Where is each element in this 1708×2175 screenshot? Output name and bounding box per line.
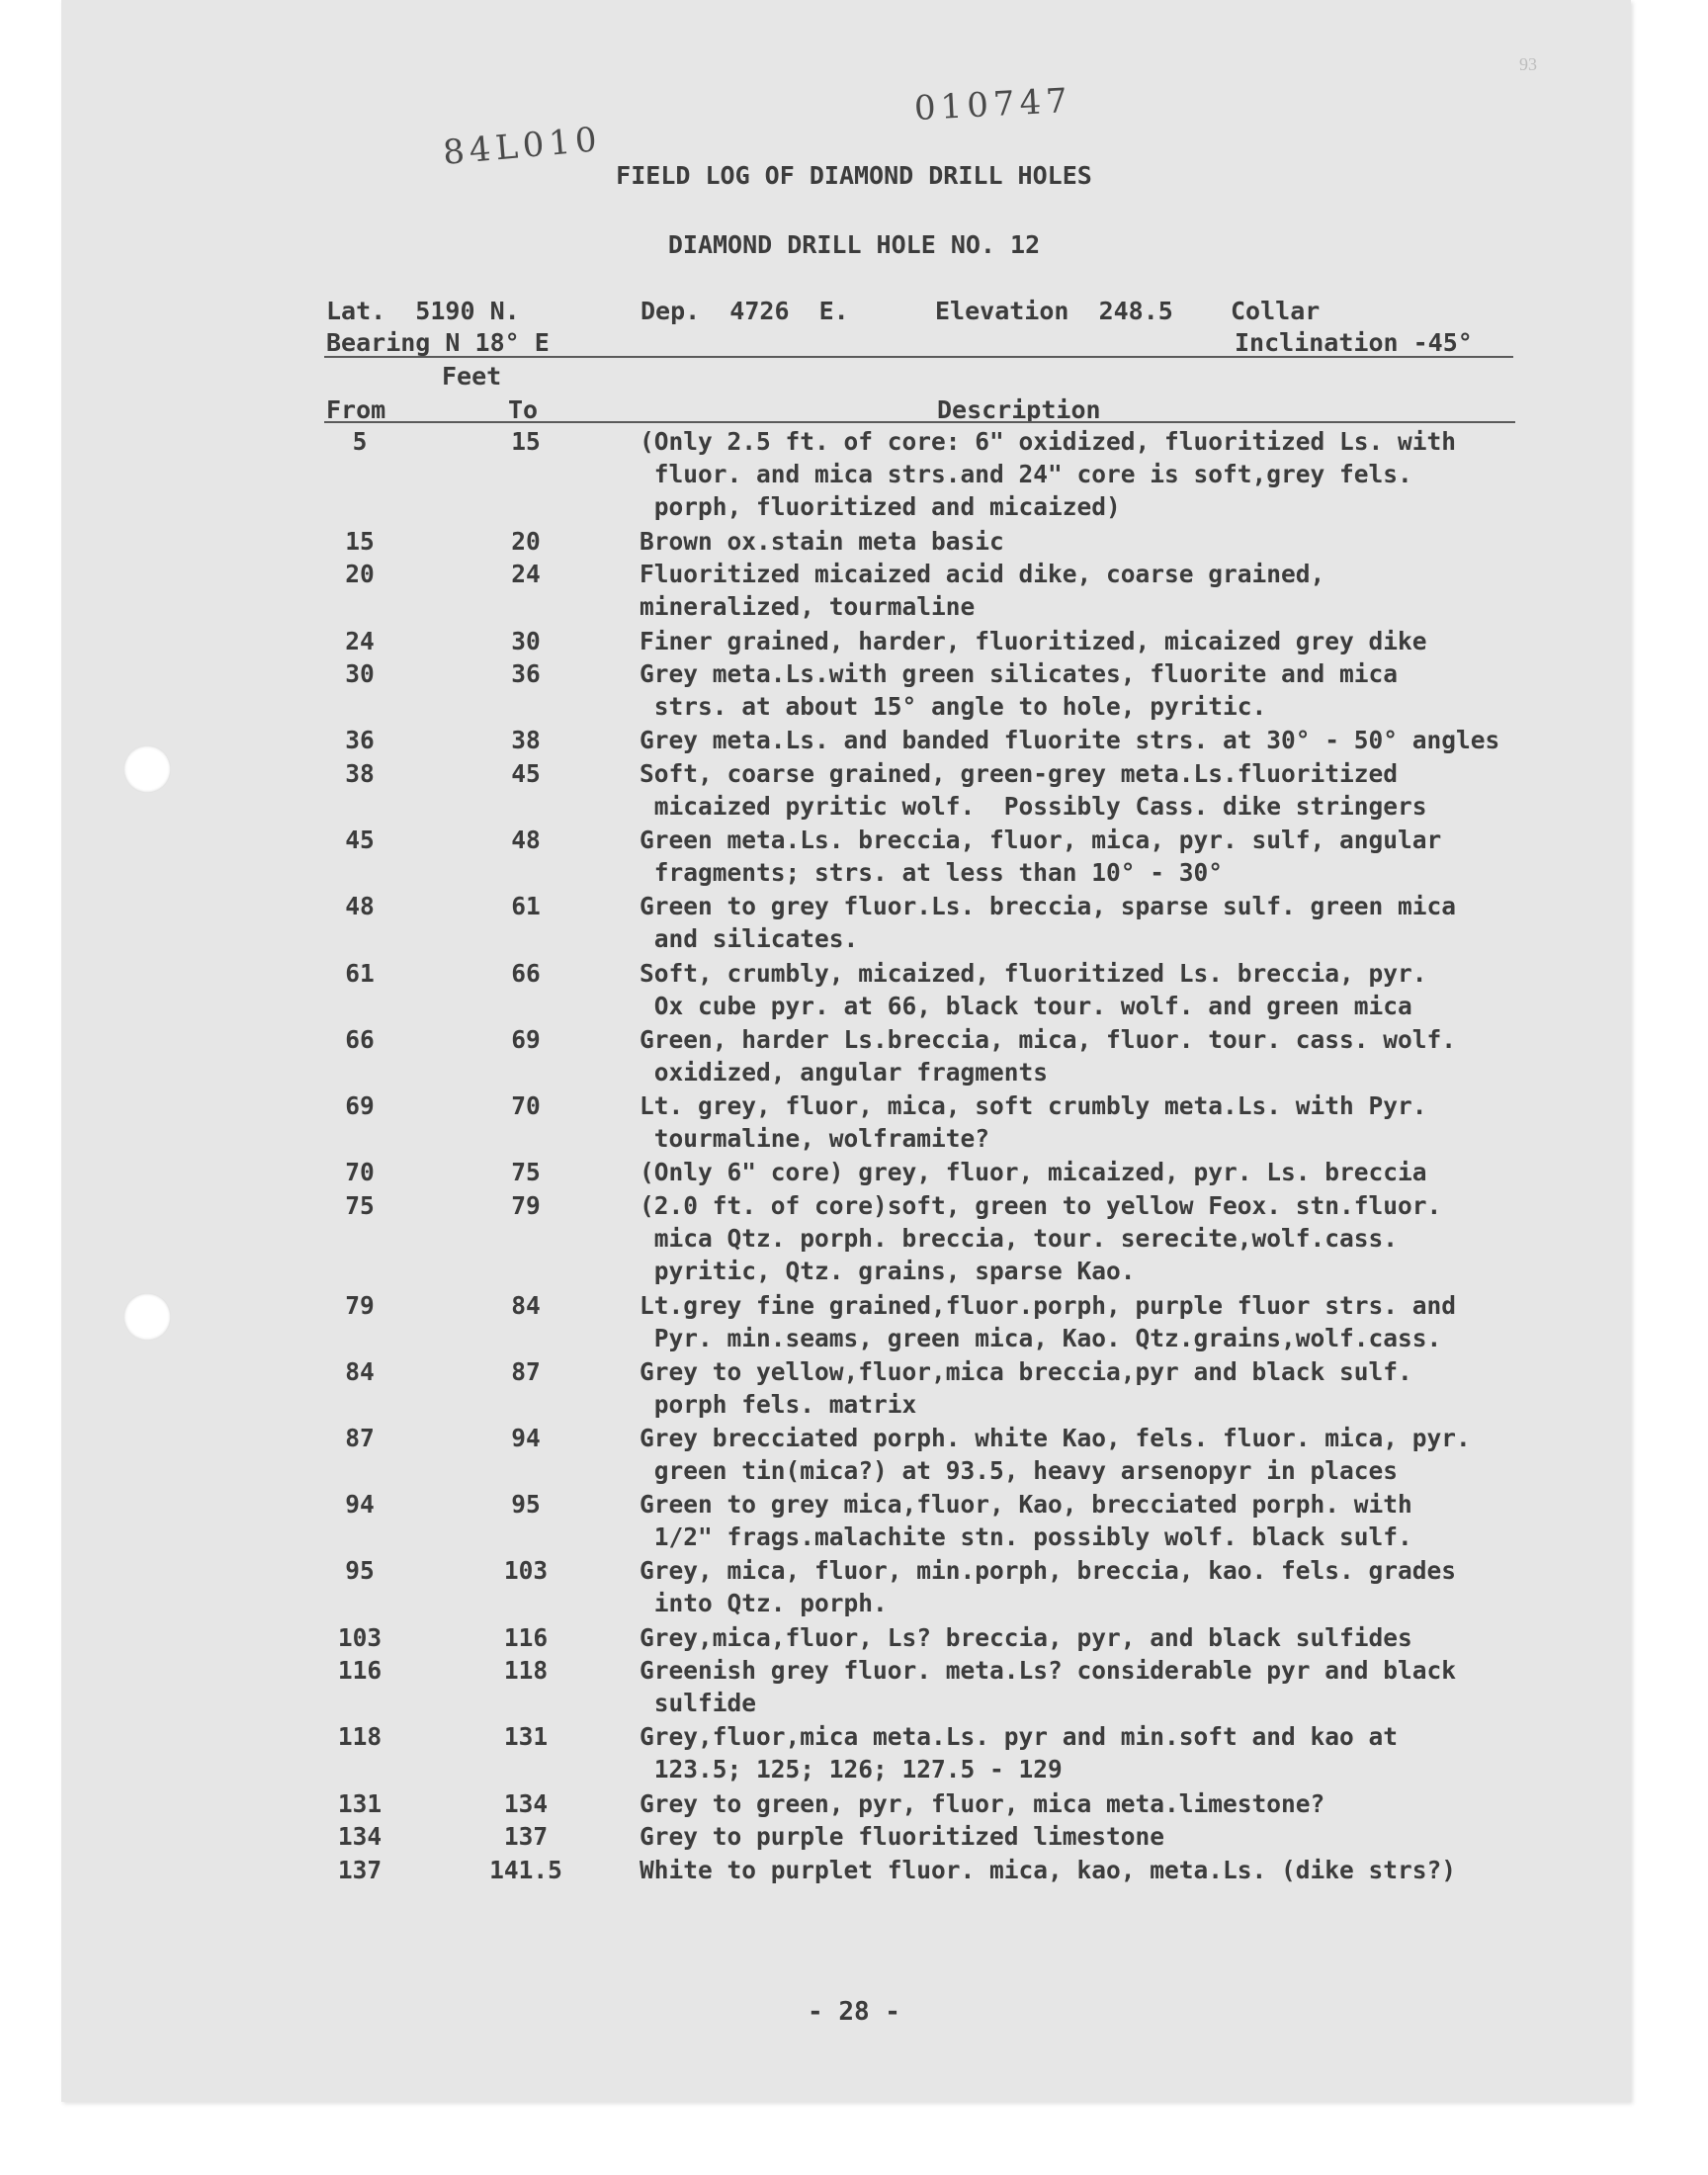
description-line: Lt. grey, fluor, mica, soft crumbly meta.Ls. with Pyr. [640, 1091, 1427, 1120]
description-line: Grey meta.Ls. and banded fluorite strs. at 30° - 50° angles [640, 726, 1500, 755]
from-depth: 5 [352, 427, 368, 456]
description-cell [640, 824, 1441, 889]
description-line: and silicates. [640, 924, 859, 954]
punch-hole [124, 1293, 171, 1341]
description-line: Green to grey mica,fluor, Kao, brecciated porph. with [640, 1490, 1412, 1520]
to-depth: 66 [511, 958, 541, 988]
from-depth: 36 [345, 726, 375, 755]
to-depth: 38 [511, 726, 541, 755]
description-line: Grey,mica,fluor, Ls? breccia, pyr, and black sulfides [640, 1622, 1412, 1652]
description-line: Finer grained, harder, fluoritized, micaized grey dike [640, 626, 1427, 655]
header-rule [324, 356, 1513, 358]
from-depth: 118 [337, 1722, 383, 1752]
description-cell [640, 1787, 1324, 1820]
inclination: Inclination -45° [1235, 328, 1473, 357]
description-cell [640, 525, 1004, 558]
from-column-header: From [326, 395, 386, 424]
from-depth: 75 [345, 1190, 375, 1220]
from-depth: 38 [345, 759, 375, 788]
description-cell [640, 957, 1427, 1022]
from-depth: 134 [337, 1822, 383, 1852]
description-cell [640, 1854, 1456, 1886]
corner-page-number: 93 [1519, 54, 1537, 74]
description-cell [640, 1488, 1412, 1553]
description-line: (Only 2.5 ft. of core: 6" oxidized, fluoritized Ls. with [640, 427, 1457, 456]
description-line: Grey, mica, fluor, min.porph, breccia, kao. fels. grades [640, 1556, 1457, 1586]
description-line: Grey meta.Ls.with green silicates, fluorite and mica [640, 659, 1399, 689]
description-line: Grey to green, pyr, fluor, mica meta.limestone? [640, 1788, 1325, 1818]
to-depth: 118 [503, 1656, 549, 1686]
to-depth: 30 [511, 626, 541, 655]
from-depth: 87 [345, 1424, 375, 1452]
description-line: mica Qtz. porph. breccia, tour. serecite,wolf.cass. [640, 1223, 1399, 1253]
from-depth: 45 [345, 826, 375, 855]
description-line: into Qtz. porph. [640, 1589, 888, 1618]
from-depth: 61 [345, 958, 375, 988]
from-depth: 24 [345, 626, 375, 655]
page-number: - 28 - [808, 1997, 900, 2027]
to-depth: 70 [511, 1091, 541, 1120]
from-depth: 95 [345, 1556, 375, 1586]
description-line: micaized pyritic wolf. Possibly Cass. dike stringers [640, 792, 1427, 821]
latitude: Lat. 5190 N. [326, 297, 520, 325]
from-depth: 70 [345, 1158, 375, 1187]
from-depth: 94 [345, 1490, 375, 1520]
to-depth: 15 [511, 427, 541, 456]
from-depth: 84 [345, 1356, 375, 1386]
description-line: (2.0 ft. of core)soft, green to yellow Feox. stn.fluor. [640, 1190, 1442, 1220]
feet-column-label: Feet [442, 362, 502, 391]
description-line: Fluoritized micaized acid dike, coarse grained, [640, 560, 1325, 589]
to-depth: 131 [503, 1722, 549, 1752]
to-depth: 137 [503, 1822, 549, 1852]
description-line: 1/2" frags.malachite stn. possibly wolf. black sulf. [640, 1522, 1412, 1552]
description-line: Brown ox.stain meta basic [640, 526, 1004, 556]
collar-label: Collar [1231, 297, 1321, 325]
document-title: FIELD LOG OF DIAMOND DRILL HOLES [616, 161, 1092, 190]
description-cell [640, 558, 1324, 623]
description-cell [640, 625, 1427, 657]
to-depth: 94 [511, 1424, 541, 1452]
description-line: green tin(mica?) at 93.5, heavy arsenopyr in places [640, 1456, 1399, 1485]
description-column-header: Description [937, 395, 1101, 424]
description-cell [640, 1156, 1427, 1188]
bearing: Bearing N 18° E [326, 328, 550, 357]
description-cell [640, 1089, 1427, 1155]
description-cell [640, 757, 1427, 823]
description-cell [640, 1654, 1456, 1719]
description-cell [640, 1355, 1412, 1421]
departure: Dep. 4726 E. [640, 297, 849, 325]
from-depth: 131 [337, 1788, 383, 1818]
description-line: Green, harder Ls.breccia, mica, fluor. tour. cass. wolf. [640, 1024, 1457, 1054]
to-depth: 24 [511, 560, 541, 589]
to-depth: 79 [511, 1190, 541, 1220]
description-line: pyritic, Qtz. grains, sparse Kao. [640, 1256, 1136, 1285]
description-line: Green to grey fluor.Ls. breccia, sparse sulf. green mica [640, 892, 1457, 921]
from-depth: 20 [345, 560, 375, 589]
handwritten-number-left: 84L010 [441, 120, 604, 173]
description-line: Soft, coarse grained, green-grey meta.Ls.fluoritized [640, 759, 1399, 788]
to-depth: 84 [511, 1290, 541, 1320]
from-depth: 103 [337, 1622, 383, 1652]
to-depth: 103 [503, 1556, 549, 1586]
handwritten-number-right: 010747 [913, 80, 1073, 130]
from-depth: 69 [345, 1091, 375, 1120]
description-line: White to purplet fluor. mica, kao, meta.Ls. (dike strs?) [640, 1855, 1457, 1884]
description-line: Grey to purple fluoritized limestone [640, 1822, 1165, 1852]
from-depth: 30 [345, 659, 375, 689]
description-cell [640, 890, 1456, 955]
description-cell [640, 1023, 1456, 1088]
description-line: Green meta.Ls. breccia, fluor, mica, pyr. sulf, angular [640, 826, 1442, 855]
to-depth: 116 [503, 1622, 549, 1652]
description-line: porph, fluoritized and micaized) [640, 492, 1121, 521]
description-line: Greenish grey fluor. meta.Ls? considerable pyr and black [640, 1656, 1457, 1686]
description-line: Pyr. min.seams, green mica, Kao. Qtz.grains,wolf.cass. [640, 1323, 1442, 1352]
from-depth: 116 [337, 1656, 383, 1686]
description-cell [640, 1289, 1456, 1354]
description-line: mineralized, tourmaline [640, 592, 976, 622]
column-header-rule [324, 421, 1515, 423]
to-depth: 36 [511, 659, 541, 689]
description-line: tourmaline, wolframite? [640, 1124, 990, 1153]
description-line: fragments; strs. at less than 10° - 30° [640, 858, 1224, 888]
to-column-header: To [508, 395, 539, 424]
from-depth: 66 [345, 1024, 375, 1054]
punch-hole [124, 745, 171, 793]
to-depth: 95 [511, 1490, 541, 1520]
to-depth: 141.5 [489, 1855, 562, 1884]
to-depth: 69 [511, 1024, 541, 1054]
description-line: Lt.grey fine grained,fluor.porph, purple fluor strs. and [640, 1290, 1457, 1320]
description-cell [640, 724, 1499, 756]
from-depth: 137 [337, 1855, 383, 1884]
description-cell [640, 1554, 1456, 1619]
description-line: 123.5; 125; 126; 127.5 - 129 [640, 1755, 1063, 1784]
description-line: Grey brecciated porph. white Kao, fels. fluor. mica, pyr. [640, 1424, 1471, 1452]
description-line: sulfide [640, 1689, 757, 1718]
elevation: Elevation 248.5 [935, 297, 1173, 325]
description-cell [640, 657, 1398, 723]
to-depth: 20 [511, 526, 541, 556]
description-line: porph fels. matrix [640, 1389, 917, 1419]
to-depth: 61 [511, 892, 541, 921]
description-line: fluor. and mica strs.and 24" core is soft,grey fels. [640, 460, 1412, 488]
description-cell [640, 1189, 1441, 1287]
description-line: Ox cube pyr. at 66, black tour. wolf. and green mica [640, 991, 1412, 1020]
to-depth: 45 [511, 759, 541, 788]
to-depth: 134 [503, 1788, 549, 1818]
description-line: Soft, crumbly, micaized, fluoritized Ls. breccia, pyr. [640, 958, 1427, 988]
description-cell [640, 1820, 1164, 1853]
document-subtitle: DIAMOND DRILL HOLE NO. 12 [667, 230, 1041, 259]
from-depth: 79 [345, 1290, 375, 1320]
description-line: (Only 6" core) grey, fluor, micaized, pyr. Ls. breccia [640, 1158, 1427, 1187]
from-depth: 48 [345, 892, 375, 921]
to-depth: 48 [511, 826, 541, 855]
description-cell [640, 1422, 1471, 1487]
description-line: oxidized, angular fragments [640, 1057, 1049, 1087]
description-line: Grey to yellow,fluor,mica breccia,pyr and black sulf. [640, 1356, 1412, 1386]
to-depth: 87 [511, 1356, 541, 1386]
description-line: strs. at about 15° angle to hole, pyritic. [640, 692, 1267, 722]
description-cell [640, 1621, 1412, 1654]
description-cell [640, 425, 1456, 523]
from-depth: 15 [345, 526, 375, 556]
description-line: Grey,fluor,mica meta.Ls. pyr and min.soft and kao at [640, 1722, 1399, 1752]
description-cell [640, 1720, 1398, 1785]
to-depth: 75 [511, 1158, 541, 1187]
